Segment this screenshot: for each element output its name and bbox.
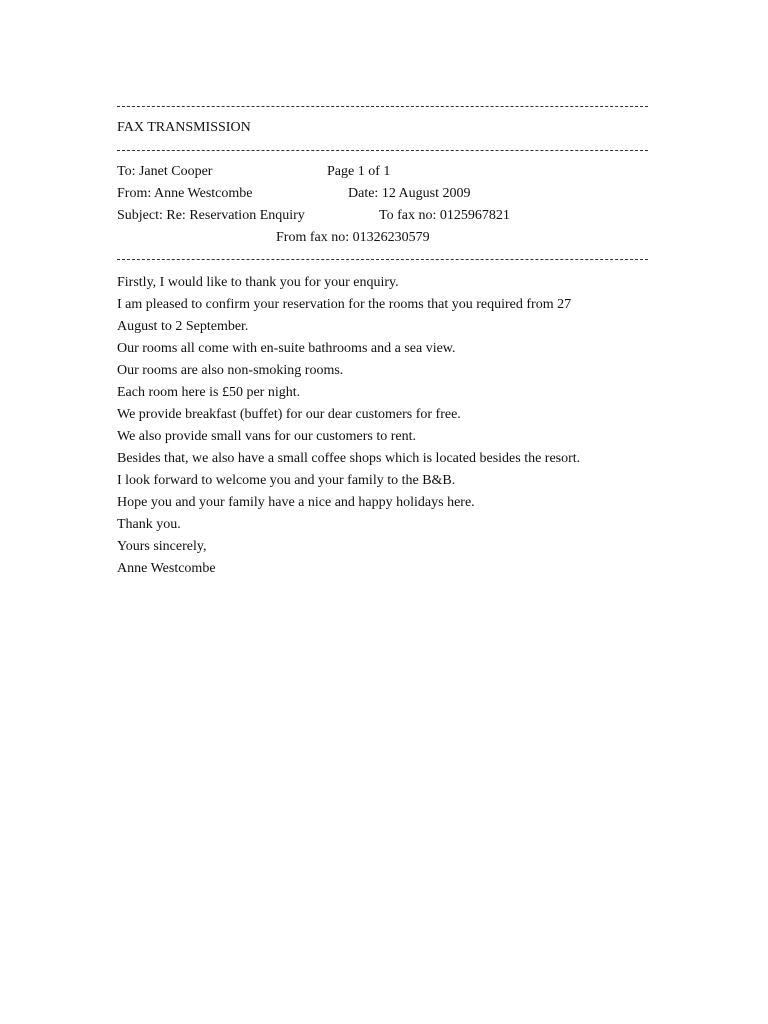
header-divider xyxy=(117,150,648,151)
top-divider xyxy=(117,106,648,107)
body-line: Hope you and your family have a nice and happy holidays here. xyxy=(117,495,475,510)
closing-salutation: Yours sincerely, xyxy=(117,539,207,554)
fax-title: FAX TRANSMISSION xyxy=(117,120,251,135)
body-line: Our rooms are also non-smoking rooms. xyxy=(117,363,344,378)
body-line: Each room here is £50 per night. xyxy=(117,385,301,400)
body-line: August to 2 September. xyxy=(117,319,249,334)
signature-name: Anne Westcombe xyxy=(117,561,216,576)
to-fax-number: To fax no: 0125967821 xyxy=(379,208,510,223)
date-field: Date: 12 August 2009 xyxy=(348,186,471,201)
closing-thanks: Thank you. xyxy=(117,517,181,532)
page-count: Page 1 of 1 xyxy=(327,164,391,179)
body-line: Our rooms all come with en-suite bathrooms and a sea view. xyxy=(117,341,456,356)
subject-field: Subject: Re: Reservation Enquiry xyxy=(117,208,305,223)
body-divider xyxy=(117,259,648,260)
from-field: From: Anne Westcombe xyxy=(117,186,253,201)
body-line: Firstly, I would like to thank you for your enquiry. xyxy=(117,275,399,290)
to-field: To: Janet Cooper xyxy=(117,164,213,179)
body-line: I am pleased to confirm your reservation for the rooms that you required from 27 xyxy=(117,297,572,312)
letter-body xyxy=(117,272,637,580)
body-line: We provide breakfast (buffet) for our dear customers for free. xyxy=(117,407,461,422)
body-line: We also provide small vans for our customers to rent. xyxy=(117,429,417,444)
from-fax-number: From fax no: 01326230579 xyxy=(276,230,430,245)
body-line: Besides that, we also have a small coffee shops which is located besides the resort. xyxy=(117,451,581,466)
body-line: I look forward to welcome you and your family to the B&B. xyxy=(117,473,456,488)
